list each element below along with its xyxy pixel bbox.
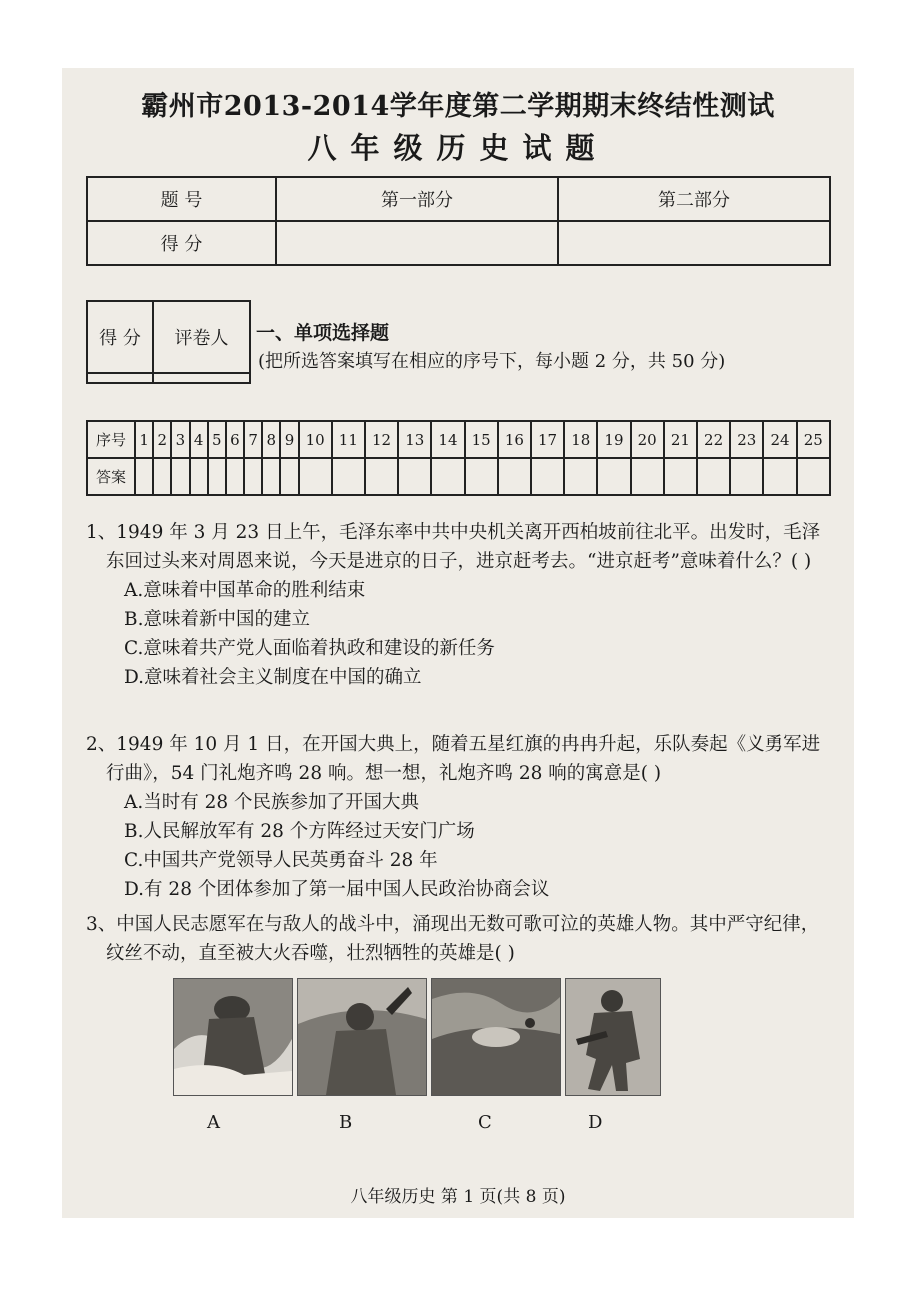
option-d: D.意味着社会主义制度在中国的确立 (124, 667, 422, 688)
answer-cell-8[interactable] (262, 458, 280, 495)
grader-name-cell[interactable] (153, 373, 250, 383)
grader-score-cell[interactable] (87, 373, 153, 383)
answer-cell-13[interactable] (398, 458, 431, 495)
answer-number-22: 22 (697, 421, 730, 458)
score-table-part1: 第一部分 (276, 177, 558, 221)
answer-number-9: 9 (280, 421, 298, 458)
answer-number-4: 4 (190, 421, 208, 458)
answer-number-25: 25 (797, 421, 830, 458)
question-1 (86, 518, 836, 692)
answer-cell-4[interactable] (190, 458, 208, 495)
photo-c (431, 978, 561, 1096)
answer-cell-19[interactable] (597, 458, 630, 495)
photo-a (173, 978, 293, 1096)
answer-cell-20[interactable] (631, 458, 664, 495)
answer-cell-11[interactable] (332, 458, 365, 495)
question-2 (86, 730, 836, 904)
answer-number-15: 15 (465, 421, 498, 458)
grader-score-label: 得 分 (87, 301, 153, 373)
answer-number-18: 18 (564, 421, 597, 458)
answer-cell-24[interactable] (763, 458, 796, 495)
answer-number-3: 3 (171, 421, 189, 458)
answer-cell-16[interactable] (498, 458, 531, 495)
option-b: B.人民解放军有 28 个方阵经过天安门广场 (124, 821, 475, 842)
answer-number-12: 12 (365, 421, 398, 458)
answer-table-row-label: 序号 (87, 421, 135, 458)
answer-number-2: 2 (153, 421, 171, 458)
score-table-part2: 第二部分 (558, 177, 830, 221)
question-stem: 3、中国人民志愿军在与敌人的战斗中，涌现出无数可歌可泣的英雄人物。其中严守纪律，纹丝不动，直至被大火吞噬，壮烈牺牲的英雄是( ) (86, 914, 820, 964)
question-3 (86, 910, 836, 968)
question-stem: 2、1949 年 10 月 1 日，在开国大典上，随着五星红旗的冉冉升起，乐队奏起《义勇军进行曲》，54 门礼炮齐鸣 28 响。想一想，礼炮齐鸣 28 响的寓意是( ) (86, 734, 821, 784)
answer-cell-1[interactable] (135, 458, 153, 495)
option-b: B.意味着新中国的建立 (124, 609, 310, 630)
answer-number-10: 10 (299, 421, 332, 458)
photo-b (297, 978, 427, 1096)
image-label-d: D (588, 1112, 603, 1133)
score-table-row-label: 题 号 (87, 177, 276, 221)
page-footer: 八年级历史 第 1 页(共 8 页) (350, 1187, 566, 1207)
answer-cell-3[interactable] (171, 458, 189, 495)
answer-cell-2[interactable] (153, 458, 171, 495)
answer-number-21: 21 (664, 421, 697, 458)
option-d: D.有 28 个团体参加了第一届中国人民政治协商会议 (124, 879, 550, 900)
answer-cell-21[interactable] (664, 458, 697, 495)
option-a: A.当时有 28 个民族参加了开国大典 (124, 792, 420, 813)
answer-cell-15[interactable] (465, 458, 498, 495)
answer-number-19: 19 (597, 421, 630, 458)
answer-cell-17[interactable] (531, 458, 564, 495)
answer-cell-10[interactable] (299, 458, 332, 495)
answer-number-11: 11 (332, 421, 365, 458)
option-a: A.意味着中国革命的胜利结束 (124, 580, 366, 601)
answer-number-6: 6 (226, 421, 244, 458)
image-label-b: B (339, 1112, 353, 1133)
answer-number-20: 20 (631, 421, 664, 458)
answer-number-14: 14 (431, 421, 464, 458)
answer-number-23: 23 (730, 421, 763, 458)
answer-number-16: 16 (498, 421, 531, 458)
answer-number-13: 13 (398, 421, 431, 458)
image-label-a: A (207, 1112, 220, 1133)
image-label-c: C (478, 1112, 492, 1133)
answer-number-17: 17 (531, 421, 564, 458)
question-stem: 1、1949 年 3 月 23 日上午，毛泽东率中共中央机关离开西柏坡前往北平。出发时，毛泽东回过头来对周恩来说，今天是进京的日子，进京赶考去。“进京赶考”意味着什么？( ) (86, 522, 821, 572)
grader-box (86, 300, 251, 384)
answer-number-7: 7 (244, 421, 262, 458)
answer-cell-23[interactable] (730, 458, 763, 495)
answer-number-24: 24 (763, 421, 796, 458)
answer-number-5: 5 (208, 421, 226, 458)
answer-cell-7[interactable] (244, 458, 262, 495)
answer-cell-9[interactable] (280, 458, 298, 495)
score-table (86, 176, 831, 266)
answer-cell-12[interactable] (365, 458, 398, 495)
score-cell-part1[interactable] (276, 221, 558, 265)
answer-table-row-label: 答案 (87, 458, 135, 495)
exam-subtitle: 八年级历史试题 (307, 131, 609, 165)
answer-table (86, 420, 831, 496)
section-heading: 一、单项选择题 (256, 322, 390, 344)
score-cell-part2[interactable] (558, 221, 830, 265)
grader-label: 评卷人 (153, 301, 250, 373)
answer-cell-14[interactable] (431, 458, 464, 495)
answer-cell-18[interactable] (564, 458, 597, 495)
answer-cell-6[interactable] (226, 458, 244, 495)
photo-d (565, 978, 661, 1096)
answer-cell-22[interactable] (697, 458, 730, 495)
answer-number-8: 8 (262, 421, 280, 458)
answer-cell-25[interactable] (797, 458, 830, 495)
exam-title: 霸州市2013-2014学年度第二学期期末终结性测试 (141, 91, 775, 122)
option-c: C.中国共产党领导人民英勇奋斗 28 年 (124, 850, 438, 871)
section-instruction: (把所选答案填写在相应的序号下，每小题 2 分，共 50 分) (258, 351, 726, 372)
answer-number-1: 1 (135, 421, 153, 458)
score-table-row-label: 得 分 (87, 221, 276, 265)
answer-cell-5[interactable] (208, 458, 226, 495)
option-c: C.意味着共产党人面临着执政和建设的新任务 (124, 638, 495, 659)
